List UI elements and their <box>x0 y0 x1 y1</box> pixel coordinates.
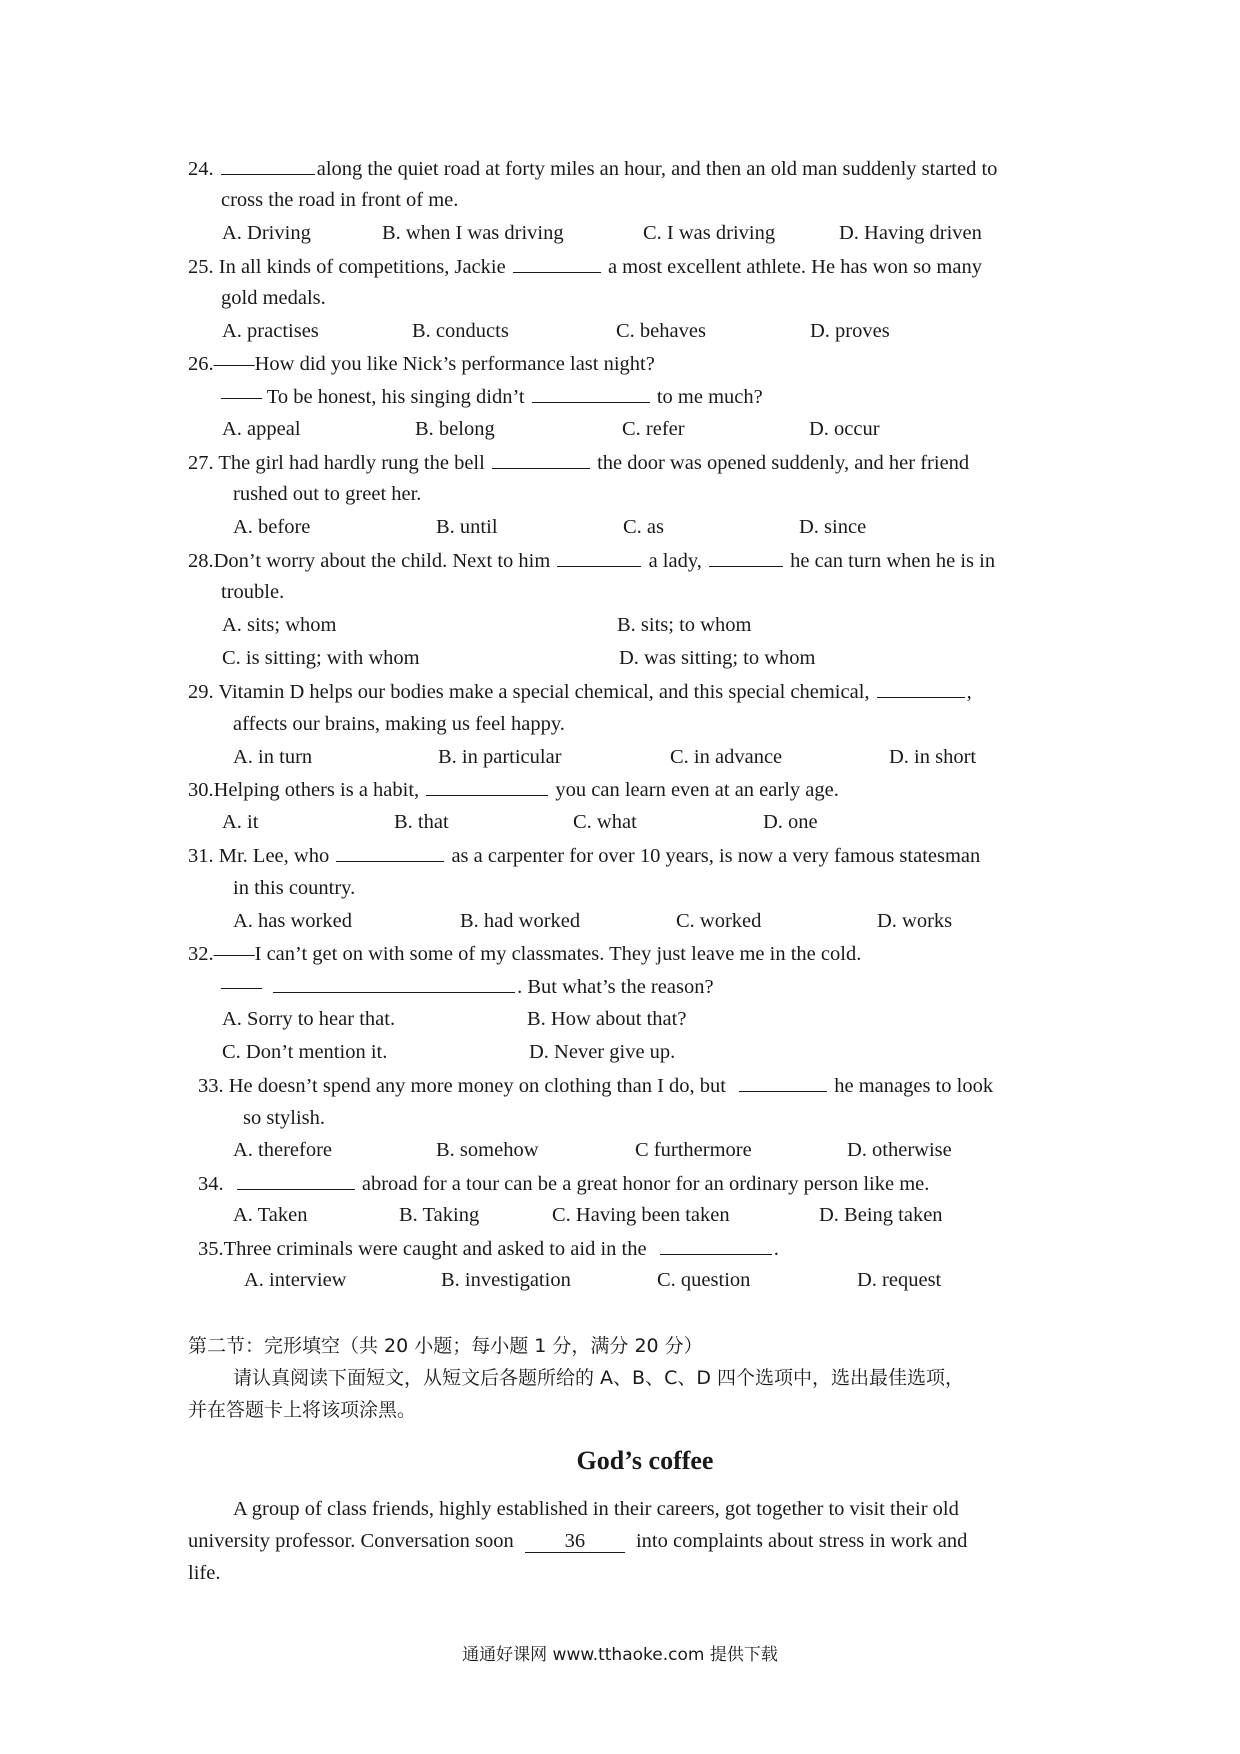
option-b: B. that <box>394 811 449 833</box>
question-33-line1 <box>198 1071 993 1100</box>
question-33-line2: so stylish. <box>243 1107 326 1129</box>
option-b: B. somehow <box>436 1139 539 1161</box>
answer-blank <box>426 775 548 796</box>
passage-text: into complaints about stress in work and <box>635 1530 968 1552</box>
option-a: A. therefore <box>233 1139 333 1161</box>
option-c: C. as <box>623 516 664 538</box>
question-number: 27. <box>188 452 214 474</box>
answer-blank <box>513 252 601 273</box>
answer-blank <box>739 1071 827 1092</box>
answer-blank <box>336 841 444 862</box>
option-a: A. Driving <box>222 222 311 244</box>
question-number: 35. <box>198 1238 224 1260</box>
question-25-line2: gold medals. <box>221 287 326 309</box>
option-d: D. was sitting; to whom <box>619 647 816 669</box>
option-c: C furthermore <box>635 1139 752 1161</box>
option-d: D. request <box>857 1269 942 1291</box>
question-number: 30. <box>188 779 214 801</box>
option-d: D. Never give up. <box>529 1041 676 1063</box>
option-c: C. is sitting; with whom <box>222 647 420 669</box>
option-a: A. in turn <box>233 746 313 768</box>
question-31-line2: in this country. <box>233 877 356 899</box>
option-b: B. conducts <box>412 320 509 342</box>
option-d: D. in short <box>889 746 977 768</box>
option-c: C. in advance <box>670 746 783 768</box>
question-27-line1 <box>188 448 969 477</box>
answer-blank <box>532 382 650 403</box>
question-number: 24. <box>188 158 214 180</box>
question-number: 29. <box>188 681 214 703</box>
option-a: A. Sorry to hear that. <box>222 1008 396 1030</box>
question-text: The girl had hardly rung the bell <box>218 452 485 474</box>
option-c: C. Having been taken <box>552 1204 730 1226</box>
question-30-line1 <box>188 775 839 804</box>
option-a: A. Taken <box>233 1204 308 1226</box>
answer-blank <box>273 972 515 993</box>
question-number: 33. <box>198 1075 224 1097</box>
option-a: A. interview <box>244 1269 347 1291</box>
question-31-line1 <box>188 841 980 870</box>
question-25-line1 <box>188 252 982 281</box>
option-a: A. practises <box>222 320 319 342</box>
question-text: to me much? <box>656 386 763 408</box>
option-b: B. sits; to whom <box>617 614 752 636</box>
question-text: —— <box>221 976 262 998</box>
question-text: He doesn’t spend any more money on clothing than I do, but <box>228 1075 726 1097</box>
option-d: D. proves <box>810 320 890 342</box>
option-d: D. otherwise <box>847 1139 952 1161</box>
option-b: B. until <box>436 516 498 538</box>
answer-blank <box>660 1234 772 1255</box>
option-d: D. one <box>763 811 818 833</box>
question-text: a most excellent athlete. He has won so many <box>607 256 982 278</box>
answer-blank-36: 36 <box>525 1530 625 1553</box>
option-c: C. behaves <box>616 320 706 342</box>
question-text: abroad for a tour can be a great honor for an ordinary person like me. <box>361 1173 930 1195</box>
option-a: A. has worked <box>233 910 352 932</box>
option-c: C. what <box>573 811 637 833</box>
option-b: B. in particular <box>438 746 562 768</box>
option-c: C. question <box>657 1269 751 1291</box>
question-text: he can turn when he is in <box>790 550 996 572</box>
question-text: ——How did you like Nick’s performance last night? <box>213 353 655 375</box>
option-a: A. it <box>222 811 259 833</box>
question-32-line1 <box>188 940 861 968</box>
question-number: 25. <box>188 256 214 278</box>
option-b: B. when I was driving <box>382 222 564 244</box>
question-24-line2: cross the road in front of me. <box>221 189 459 211</box>
option-b: B. investigation <box>441 1269 571 1291</box>
section-instruction: 请认真阅读下面短文，从短文后各题所给的 A、B、C、D 四个选项中，选出最佳选项， <box>233 1367 965 1389</box>
option-b: B. How about that? <box>527 1008 687 1030</box>
question-number: 28. <box>188 550 214 572</box>
option-b: B. Taking <box>399 1204 480 1226</box>
question-number: 26. <box>188 353 214 375</box>
question-number: 34. <box>198 1173 224 1195</box>
question-24-line1 <box>188 154 997 183</box>
question-text: ——I can’t get on with some of my classmates. They just leave me in the cold. <box>213 943 862 965</box>
question-text: as a carpenter for over 10 years, is now a very famous statesman <box>451 845 981 867</box>
question-26-line2 <box>221 382 763 411</box>
question-text: Three criminals were caught and asked to aid in the <box>223 1238 647 1260</box>
option-d: D. works <box>877 910 953 932</box>
answer-blank <box>221 154 315 175</box>
question-28-line1 <box>188 546 995 575</box>
question-text: along the quiet road at forty miles an hour, and then an old man suddenly started to <box>316 158 998 180</box>
option-b: B. belong <box>415 418 495 440</box>
page-footer: 通通好课网 www.tthaoke.com 提供下载 <box>462 1645 778 1665</box>
question-text: In all kinds of competitions, Jackie <box>218 256 506 278</box>
question-text: a lady, <box>648 550 702 572</box>
answer-blank <box>709 546 783 567</box>
question-text: . <box>773 1238 779 1260</box>
answer-blank <box>877 677 965 698</box>
question-text: Helping others is a habit, <box>213 779 420 801</box>
answer-blank <box>237 1169 355 1190</box>
question-text: you can learn even at an early age. <box>555 779 839 801</box>
option-d: D. since <box>799 516 867 538</box>
section-instruction-cont: 并在答题卡上将该项涂黑。 <box>188 1399 417 1421</box>
passage-title: God’s coffee <box>576 1446 714 1475</box>
section-heading: 第二节：完形填空（共 20 小题；每小题 1 分，满分 20 分） <box>188 1335 703 1357</box>
question-text: . But what’s the reason? <box>517 976 714 998</box>
question-text: Mr. Lee, who <box>218 845 330 867</box>
option-c: C. I was driving <box>643 222 776 244</box>
question-26-line1 <box>188 350 655 378</box>
option-c: C. refer <box>622 418 685 440</box>
passage-line3: life. <box>188 1562 221 1584</box>
question-text: Vitamin D helps our bodies make a special chemical, and this special chemical, <box>218 681 870 703</box>
question-number: 31. <box>188 845 214 867</box>
answer-blank <box>557 546 641 567</box>
option-a: A. sits; whom <box>222 614 337 636</box>
question-35-line1 <box>198 1234 779 1263</box>
question-32-line2 <box>221 972 714 1001</box>
question-text: Don’t worry about the child. Next to him <box>213 550 551 572</box>
question-text: the door was opened suddenly, and her friend <box>597 452 970 474</box>
passage-text: university professor. Conversation soon <box>188 1530 514 1552</box>
option-b: B. had worked <box>460 910 581 932</box>
passage-line2 <box>188 1527 967 1555</box>
question-29-line1 <box>188 677 972 706</box>
question-28-line2: trouble. <box>221 581 285 603</box>
option-d: D. Being taken <box>819 1204 943 1226</box>
option-a: A. appeal <box>222 418 301 440</box>
question-27-line2: rushed out to greet her. <box>233 483 422 505</box>
question-number: 32. <box>188 943 214 965</box>
question-text: , <box>966 681 972 703</box>
answer-blank <box>492 448 590 469</box>
question-34-line1 <box>198 1169 929 1198</box>
passage-line1: A group of class friends, highly established in their careers, got together to visit their old <box>233 1498 959 1520</box>
option-d: D. Having driven <box>839 222 982 244</box>
question-text: —— To be honest, his singing didn’t <box>221 386 525 408</box>
option-d: D. occur <box>809 418 880 440</box>
option-a: A. before <box>233 516 311 538</box>
option-c: C. worked <box>676 910 762 932</box>
question-29-line2: affects our brains, making us feel happy. <box>233 713 565 735</box>
question-text: he manages to look <box>834 1075 994 1097</box>
option-c: C. Don’t mention it. <box>222 1041 388 1063</box>
